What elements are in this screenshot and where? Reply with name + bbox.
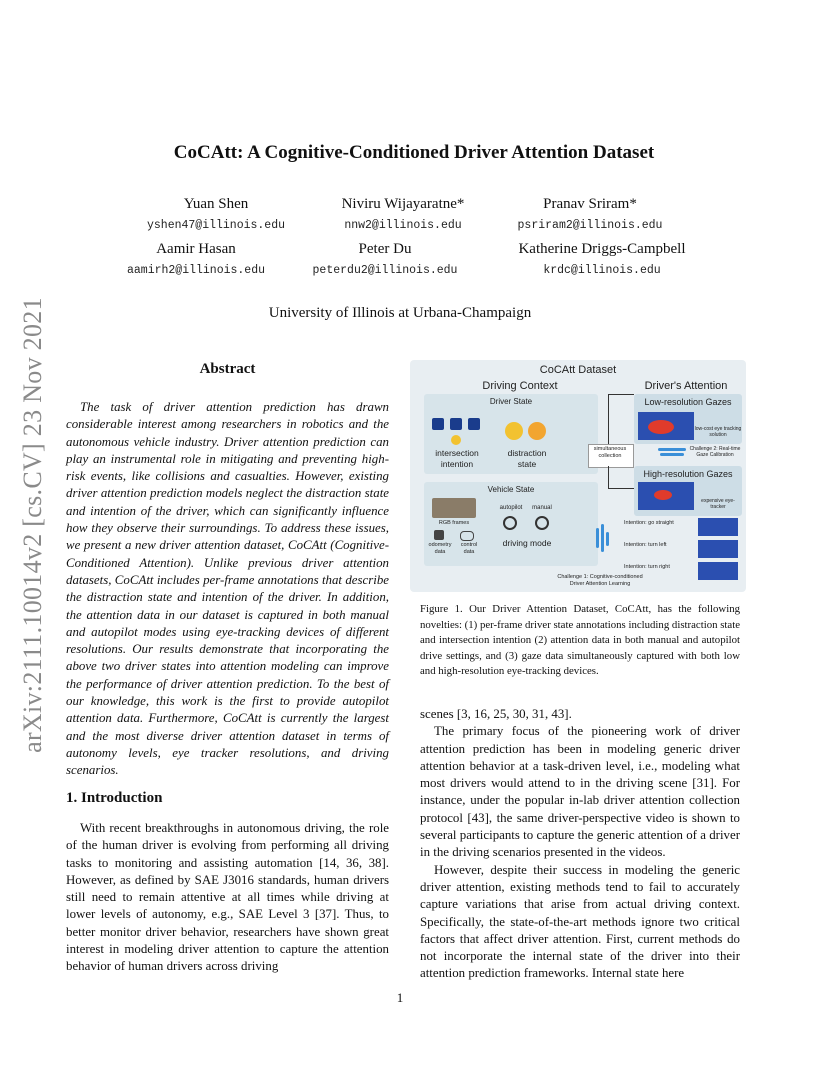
- author-email[interactable]: nnw2@illinois.edu: [344, 219, 462, 232]
- arxiv-identifier[interactable]: arXiv:2111.10014v2 [cs.CV] 23 Nov 2021: [18, 297, 47, 753]
- author-email[interactable]: krdc@illinois.edu: [543, 264, 661, 277]
- section-heading: 1. Introduction: [66, 790, 163, 806]
- right-paragraph-2: However, despite their success in modeling the generic driver attention, existing methods tend to fail to accurately capture variations that arise from actual driving context. Specifically, the state-of-the-art methods ignore two critical factors that affect driver attention. First, current methods do not incorporate the internal state of the driver into their attention prediction frameworks. Internal state here: [420, 862, 740, 981]
- abstract-paragraph: The task of driver attention prediction has drawn considerable interest among researchers in robotics and the autonomous vehicle industry. Driver attention prediction can play an instrumental role in mitigating and preventing high-risk events, like collisions and casualties. However, existing driver attention prediction models neglect the distraction state and intention of the driver, which can significantly influence how they observe their surroundings. To address these issues, we present a new driver attention dataset, CoCAtt (Cognitive-Conditioned Attention). Unlike previous driver attention datasets, CoCAtt includes per-frame annotations that describe the distraction state and intention of the driver. In addition, the attention data in our dataset is captured in both manual and autopilot modes using eye-tracking devices of different resolutions. Our results demonstrate that incorporating the above two driver states into attention modeling can improve the performance of driver attention prediction. To the best of our knowledge, this work is the first to provide autopilot attention data. Furthermore, CoCAtt is currently the largest and the most diverse driver attention dataset in terms of autonomy levels, eye tracker resolutions, and driving scenarios.: [66, 400, 389, 778]
- fig-autopilot: autopilot: [499, 505, 523, 511]
- fig-low-res: Low-resolution Gazes: [644, 397, 732, 407]
- intro-paragraph: With recent breakthroughs in autonomous driving, the role of the human driver is evolving from performing all driving tasks to monitoring and assisting automation [14, 36, 38]. However, as defined by SAE J3016 standards, human drivers still need to remain attentive at all times while driving at lower levels of autonomy, e.g., SAE Level 3 [37]. Thus, to better monitor driver behavior, researchers have shown great interest in modeling driver attention to capture the attention behavior of human drivers across driving: [66, 821, 389, 974]
- fig-odometry: odometry data: [428, 542, 452, 555]
- fig-vehicle-state: Vehicle State: [487, 485, 535, 494]
- figure-title: CoCAtt Dataset: [539, 364, 617, 376]
- fig-high-res: High-resolution Gazes: [643, 469, 733, 479]
- fig-expensive: expensive eye-tracker: [701, 498, 735, 510]
- fig-low-cost: low-cost eye tracking solution: [694, 426, 742, 438]
- fig-drivers-attention: Driver's Attention: [644, 380, 728, 392]
- figure-caption: Figure 1. Our Driver Attention Dataset, CoCAtt, has the following novelties: (1) per-frame driver state annotations including distraction state and intersection intention (2) attention data in both manual and autopilot drive settings, and (3) gaze data simultaneously captured with both low and high-resolution eye-tracking devices.: [420, 603, 740, 678]
- author-name: Peter Du: [358, 241, 412, 257]
- author-email[interactable]: aamirh2@illinois.edu: [126, 264, 266, 277]
- abstract-heading: Abstract: [199, 361, 256, 377]
- fig-intent-right: Intention: turn right: [624, 564, 670, 570]
- fig-intersection-intention: intersection intention: [435, 448, 479, 469]
- right-column-text: [420, 706, 740, 983]
- fig-rgb-frames: RGB frames: [438, 520, 470, 526]
- author-name: Niviru Wijayaratne*: [341, 196, 465, 212]
- author-email[interactable]: psriram2@illinois.edu: [517, 219, 663, 232]
- intro-text: [66, 820, 389, 976]
- page-number: 1: [396, 990, 404, 1005]
- paper-title: CoCAtt: A Cognitive-Conditioned Driver Attention Dataset: [173, 142, 655, 163]
- author-email[interactable]: yshen47@illinois.edu: [146, 219, 286, 232]
- fig-intent-straight: Intention: go straight: [624, 520, 674, 526]
- author-name: Pranav Sriram*: [543, 196, 637, 212]
- fig-control: control data: [460, 542, 478, 555]
- fig-driving-context: Driving Context: [482, 380, 558, 392]
- fig-driver-state: Driver State: [489, 397, 533, 406]
- fig-simultaneous: simultaneous collection: [593, 446, 627, 459]
- figure-1: [410, 360, 746, 592]
- abstract-text: [66, 399, 389, 780]
- fig-challenge2: Challenge 2: Real-time Gaze Calibration: [689, 446, 741, 458]
- author-name: Aamir Hasan: [156, 241, 236, 257]
- fig-intent-left: Intention: turn left: [624, 542, 667, 548]
- fig-manual: manual: [532, 505, 552, 511]
- affiliation: University of Illinois at Urbana-Champaign: [268, 305, 532, 321]
- fig-distraction-state: distraction state: [507, 448, 547, 469]
- author-name: Yuan Shen: [183, 196, 249, 212]
- right-col-continuation: scenes [3, 16, 25, 30, 31, 43].: [420, 707, 572, 721]
- fig-challenge1: Challenge 1: Cognitive-conditioned Driver Attention Learning: [557, 574, 643, 587]
- author-name: Katherine Driggs-Campbell: [518, 241, 686, 257]
- fig-driving-mode: driving mode: [502, 538, 552, 548]
- right-paragraph-1: The primary focus of the pioneering work of driver attention prediction has been in modeling generic driver attention behavior at a task-driven level, i.e., modeling what most drivers would attend to in the driving scene [31]. For instance, under the popular in-lab driver attention collection protocol [43], the same driver-perspective video is shown to several participants to capture the generic attention of a driver in the driving scenarios presented in the videos.: [420, 724, 740, 860]
- author-email[interactable]: peterdu2@illinois.edu: [312, 264, 458, 277]
